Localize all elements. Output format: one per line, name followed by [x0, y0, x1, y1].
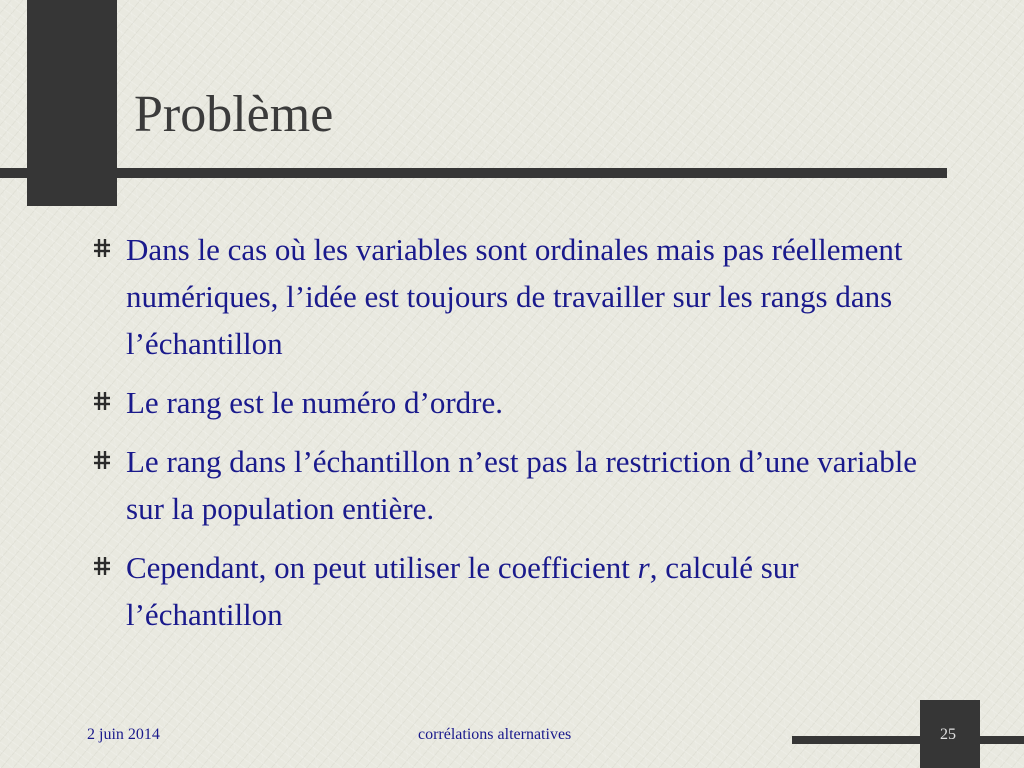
coefficient-symbol: r	[637, 550, 650, 585]
hash-bullet-icon	[94, 557, 110, 575]
footer-title: corrélations alternatives	[418, 726, 572, 743]
hash-bullet-icon	[94, 239, 110, 257]
title-rule	[0, 168, 947, 178]
bullet-text-before: Cependant, on peut utiliser le coefficient	[126, 550, 638, 585]
bullet-list	[90, 226, 950, 650]
footer-date: 2 juin 2014	[87, 726, 160, 743]
hash-bullet-icon	[94, 392, 110, 410]
bullet-text: Dans le cas où les variables sont ordinales mais pas réellement numériques, l’idée est toujours de travailler sur les rangs dans l’échantillon	[126, 232, 903, 361]
bullet-text-after: , calculé sur l’échantillon	[126, 550, 799, 632]
bullet-text: Le rang dans l’échantillon n’est pas la restriction d’une variable sur la population entière.	[126, 444, 918, 526]
hash-bullet-icon	[94, 451, 110, 469]
bullet-item-2	[90, 379, 950, 426]
slide-title: Problème	[134, 86, 334, 143]
bullet-item-4	[90, 544, 950, 638]
bullet-text: Le rang est le numéro d’ordre.	[126, 385, 504, 420]
bullet-item-1	[90, 226, 950, 367]
footer-rule	[792, 736, 1024, 744]
bullet-item-3	[90, 438, 950, 532]
page-number: 25	[940, 726, 956, 743]
